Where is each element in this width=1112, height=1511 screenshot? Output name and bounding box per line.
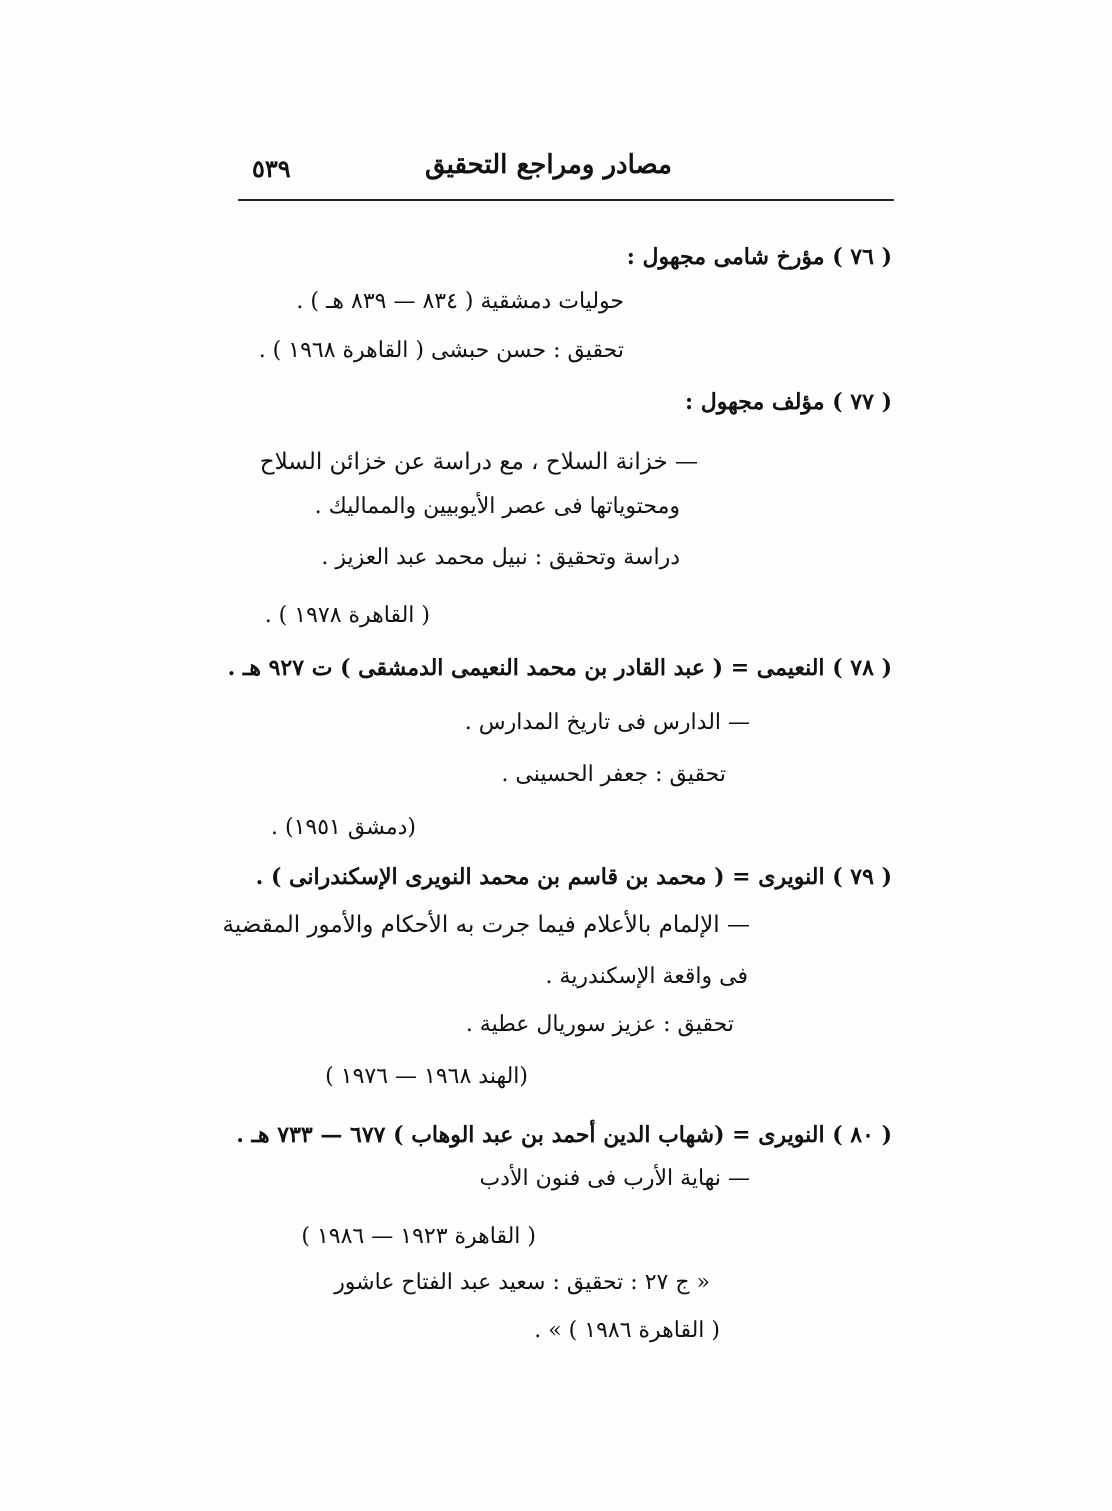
- entry-79-heading: ( ٧٩ ) النويرى = ( محمد بن قاسم بن محمد النويرى الإسكندرانى ) .: [255, 864, 892, 890]
- entry-76-work: حوليات دمشقية ( ٨٣٤ — ٨٣٩ هـ ) .: [296, 289, 624, 314]
- entry-79-work-line-2: فى واقعة الإسكندرية .: [545, 964, 748, 989]
- header-divider: [238, 199, 894, 201]
- entry-80-heading: ( ٨٠ ) النويرى = (شهاب الدين أحمد بن عبد الوهاب ) ٦٧٧ — ٧٣٣ هـ .: [236, 1122, 892, 1148]
- entry-76-editor: تحقيق : حسن حبشى ( القاهرة ١٩٦٨ ) .: [258, 338, 624, 363]
- entry-80-work: — نهاية الأرب فى فنون الأدب: [479, 1166, 750, 1191]
- running-title: مصادر ومراجع التحقيق: [424, 150, 672, 180]
- entry-79-publication: (الهند ١٩٦٨ — ١٩٧٦ ): [325, 1064, 528, 1089]
- entry-78-editor: تحقيق : جعفر الحسينى .: [501, 762, 726, 787]
- page-header: [238, 150, 894, 198]
- entry-79-work-line-1: — الإلمام بالأعلام فيما جرت به الأحكام والأمور المقضية: [222, 912, 750, 938]
- entry-77-heading: ( ٧٧ ) مؤلف مجهول :: [685, 389, 892, 415]
- entry-79-editor: تحقيق : عزيز سوريال عطية .: [465, 1012, 734, 1037]
- page-number: ٥٣٩: [252, 154, 291, 183]
- entry-80-publication: ( القاهرة ١٩٢٣ — ١٩٨٦ ): [301, 1224, 536, 1249]
- entry-78-heading: ( ٧٨ ) النعيمى = ( عبد القادر بن محمد النعيمى الدمشقى ) ت ٩٢٧ هـ .: [227, 655, 892, 681]
- entry-78-publication: (دمشق ١٩٥١) .: [271, 815, 416, 840]
- entry-80-note-line-2: ( القاهرة ١٩٨٦ ) » .: [534, 1318, 720, 1343]
- entry-77-work-line-2: ومحتوياتها فى عصر الأيوبيين والمماليك .: [314, 494, 680, 519]
- entry-77-work-line-1: — خزانة السلاح ، مع دراسة عن خزائن السلاح: [259, 449, 698, 475]
- entry-76-heading: ( ٧٦ ) مؤرخ شامى مجهول :: [626, 244, 892, 270]
- entry-78-work: — الدارس فى تاريخ المدارس .: [464, 710, 750, 735]
- entry-77-editor: دراسة وتحقيق : نبيل محمد عبد العزيز .: [321, 545, 680, 570]
- entry-77-publication: ( القاهرة ١٩٧٨ ) .: [264, 603, 430, 628]
- entry-80-note-line-1: « ج ٢٧ : تحقيق : سعيد عبد الفتاح عاشور: [334, 1270, 710, 1295]
